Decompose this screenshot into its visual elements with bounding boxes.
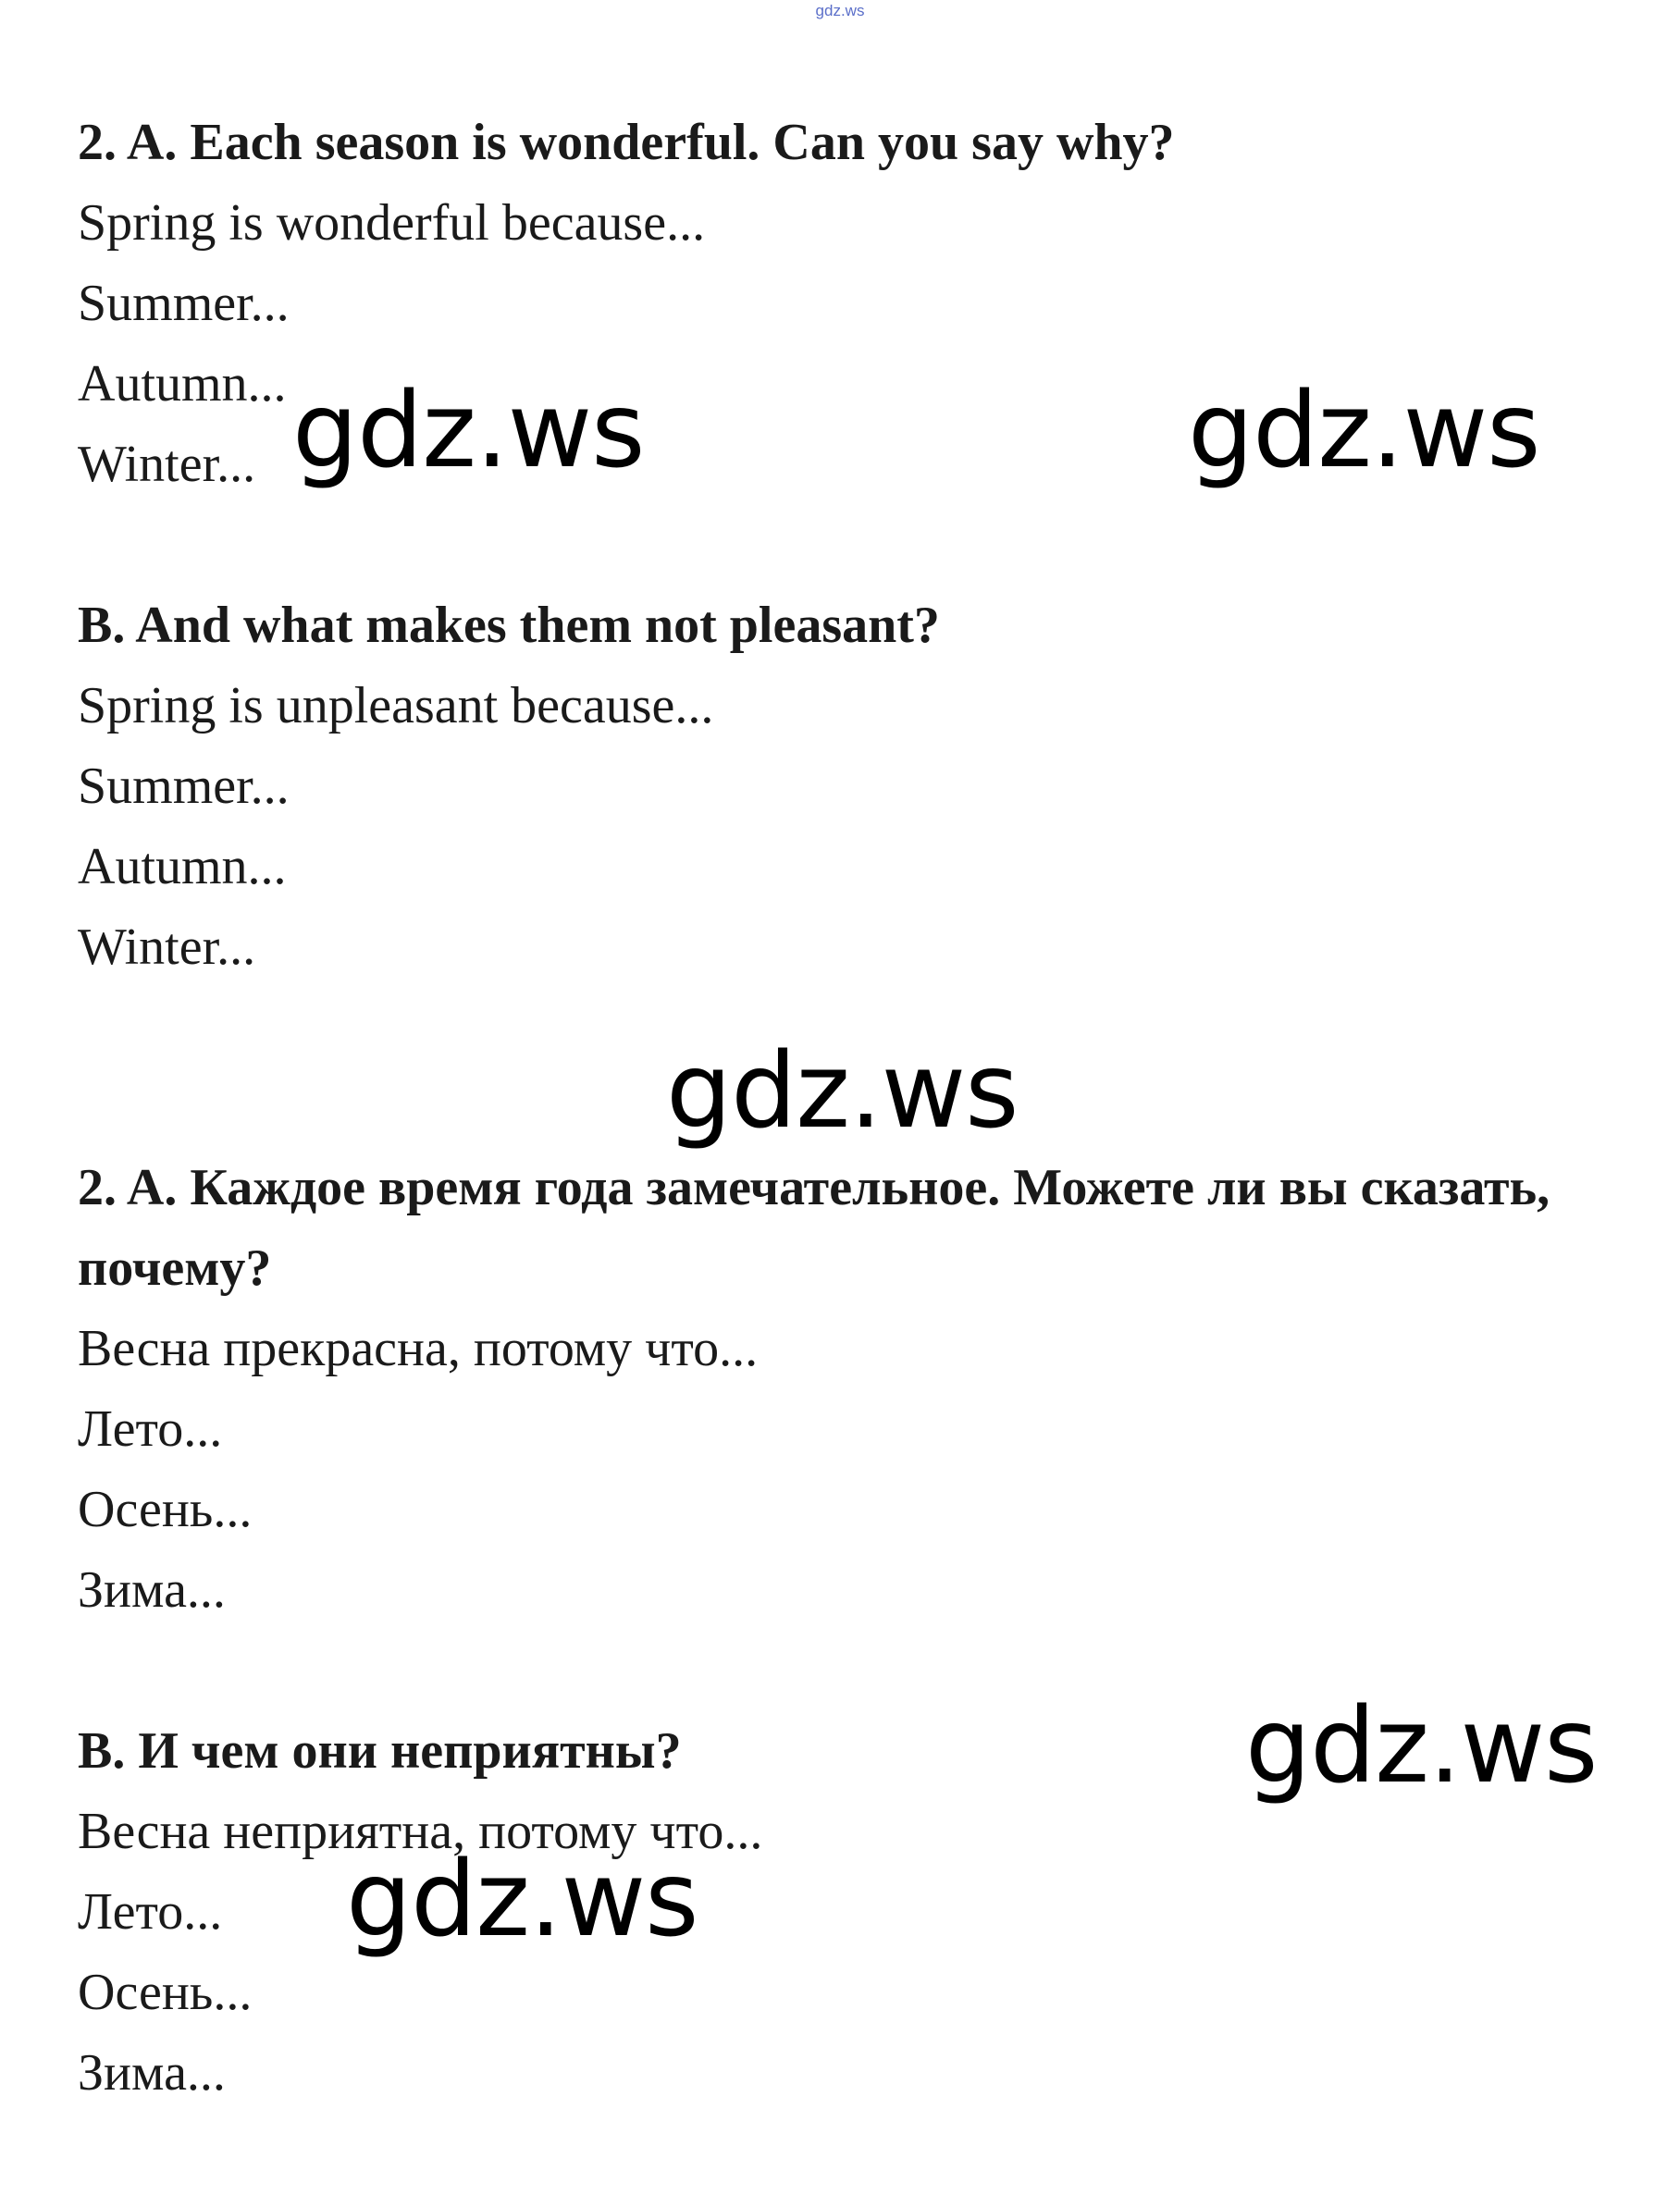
watermark: gdz.ws xyxy=(1188,371,1540,491)
english-part-b-line-3: Autumn... xyxy=(78,838,287,895)
english-part-a-line-1: Spring is wonderful because... xyxy=(78,194,706,252)
russian-part-b-line-4: Зима... xyxy=(78,2044,226,2102)
russian-part-b-line-1: Весна неприятна, потому что... xyxy=(78,1803,763,1860)
watermark: gdz.ws xyxy=(292,371,645,491)
russian-part-a-line-1: Весна прекрасна, потому что... xyxy=(78,1320,759,1377)
russian-part-a-line-2: Лето... xyxy=(78,1400,223,1458)
english-part-b-line-2: Summer... xyxy=(78,758,290,815)
russian-part-a-line-3: Осень... xyxy=(78,1481,253,1538)
english-part-a-line-3: Autumn... xyxy=(78,355,287,413)
header-watermark: gdz.ws xyxy=(815,2,865,19)
russian-part-a-heading-line-1: 2. A. Каждое время года замечательное. Можете ли вы сказать, xyxy=(78,1159,1550,1216)
russian-part-b-line-3: Осень... xyxy=(78,1964,253,2021)
english-part-a-line-2: Summer... xyxy=(78,275,290,332)
english-part-b-line-1: Spring is unpleasant because... xyxy=(78,677,714,734)
russian-part-a-line-4: Зима... xyxy=(78,1561,226,1619)
english-part-a-heading: 2. A. Each season is wonderful. Can you say why? xyxy=(78,114,1175,171)
watermark: gdz.ws xyxy=(1245,1686,1598,1806)
english-part-a-line-4: Winter... xyxy=(78,436,256,493)
english-part-b-line-4: Winter... xyxy=(78,919,256,976)
watermark: gdz.ws xyxy=(346,1840,698,1960)
english-part-b-heading: B. And what makes them not pleasant? xyxy=(78,597,940,654)
russian-part-b-line-2: Лето... xyxy=(78,1883,223,1941)
russian-part-b-heading: B. И чем они неприятны? xyxy=(78,1722,682,1780)
russian-part-a-heading-line-2: почему? xyxy=(78,1239,272,1297)
watermark: gdz.ws xyxy=(666,1031,1019,1152)
